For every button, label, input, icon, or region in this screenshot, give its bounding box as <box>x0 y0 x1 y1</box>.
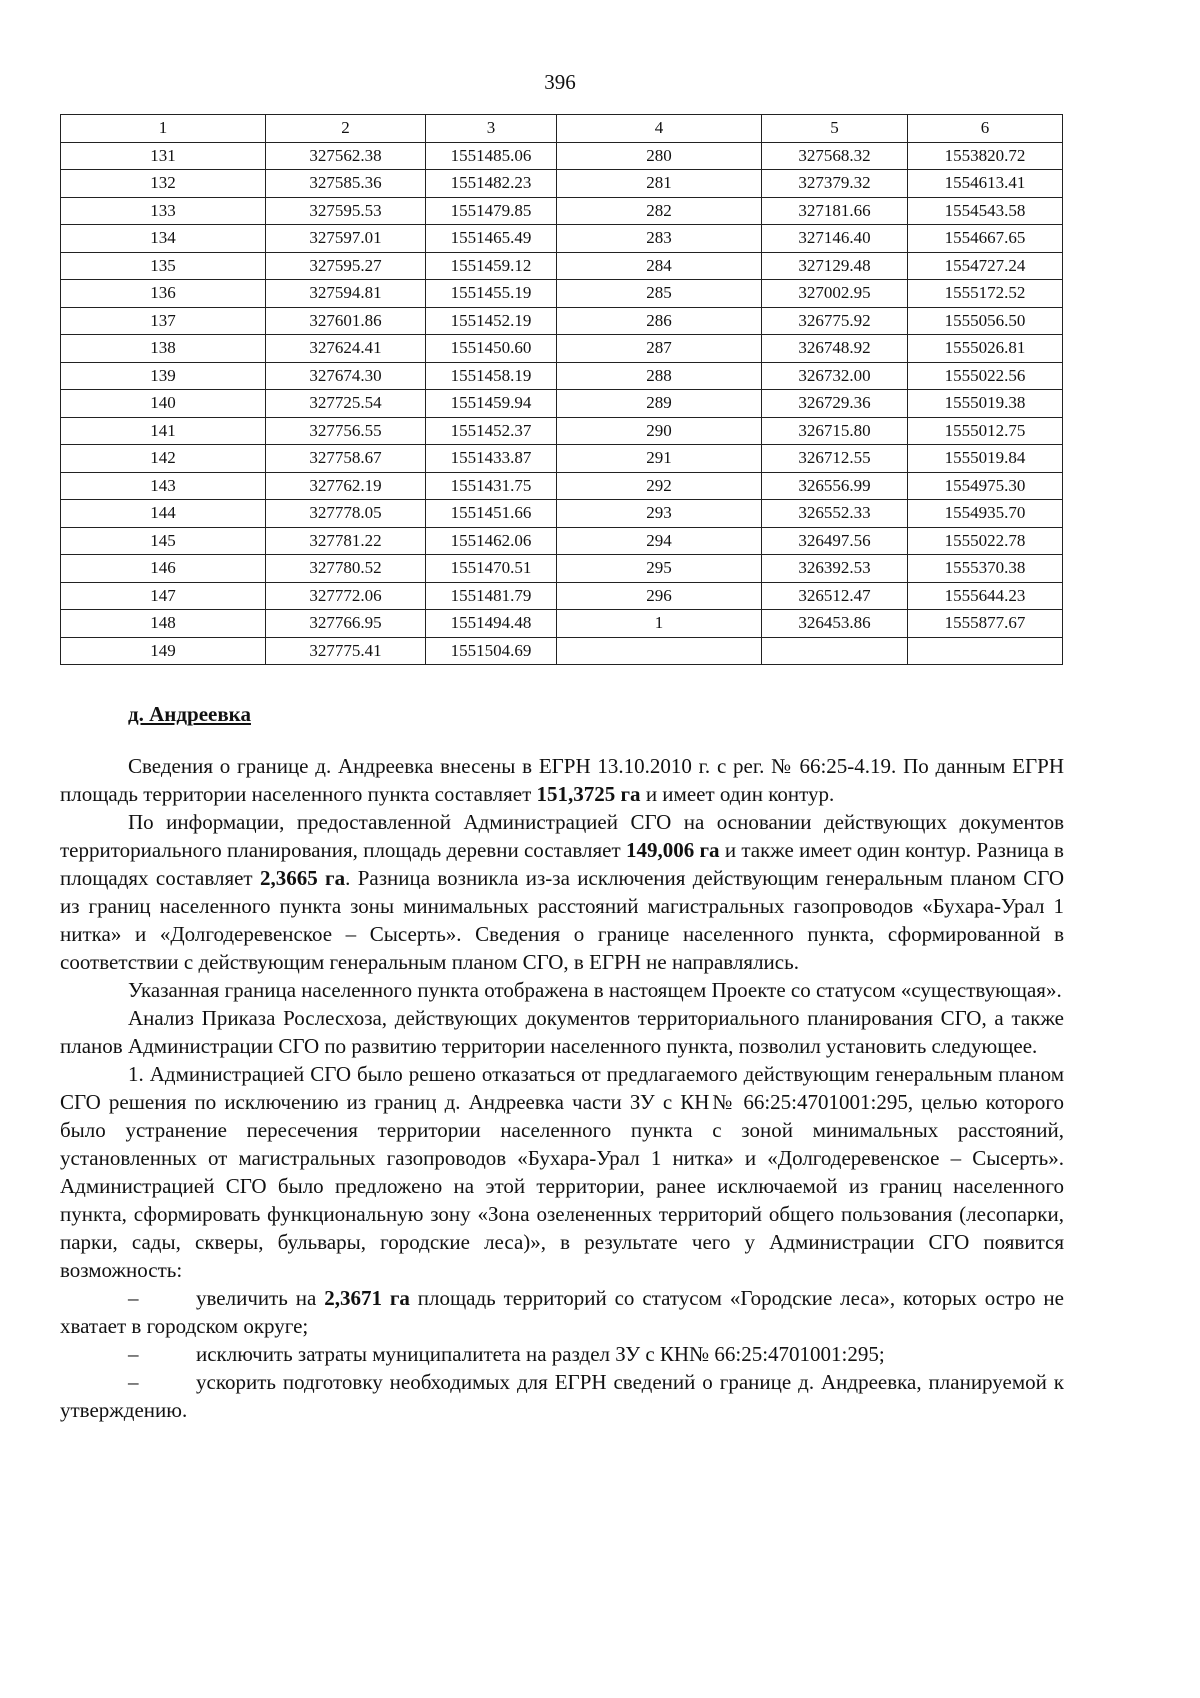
table-cell: 327585.36 <box>266 170 426 198</box>
table-cell: 131 <box>61 142 266 170</box>
table-row <box>61 417 1063 445</box>
table-row <box>61 610 1063 638</box>
paragraph-analysis: Анализ Приказа Рослесхоза, действующих документов территориального планирования СГО, а также планов Администрации СГО по развитию территории населенного пункта, позволил установить следующее. <box>60 1006 1064 1058</box>
column-header: 4 <box>557 115 762 143</box>
table-cell: 1554975.30 <box>908 472 1063 500</box>
table-cell: 288 <box>557 362 762 390</box>
table-cell: 1551433.87 <box>426 445 557 473</box>
table-cell: 327766.95 <box>266 610 426 638</box>
table-cell: 1551462.06 <box>426 527 557 555</box>
table-cell: 1551455.19 <box>426 280 557 308</box>
table-cell: 1551481.79 <box>426 582 557 610</box>
list-item: – исключить затраты муниципалитета на раздел ЗУ с КН№ 66:25:4701001:295; <box>128 1342 885 1366</box>
table-cell: 133 <box>61 197 266 225</box>
table-cell: 146 <box>61 555 266 583</box>
table-cell: 327781.22 <box>266 527 426 555</box>
table-cell: 327002.95 <box>762 280 908 308</box>
column-header: 2 <box>266 115 426 143</box>
table-row <box>61 637 1063 665</box>
table-cell: 1551465.49 <box>426 225 557 253</box>
table-cell: 1555022.78 <box>908 527 1063 555</box>
table-cell: 1555056.50 <box>908 307 1063 335</box>
column-header: 5 <box>762 115 908 143</box>
paragraph-decision: 1. Администрацией СГО было решено отказаться от предлагаемого действующим генеральным планом СГО решения по исключению из границ д. Андреевка части ЗУ с КН№ 66:25:4701001:295, целью которого было устранение пересечения территории населенного пункта с зоной минимальных расстояний, установленных от магистральных газопроводов «Бухара-Урал 1 нитка» и «Долгодеревенское – Сысерть». Администрацией СГО было предложено на этой территории, ранее исключаемой из границ населенного пункта, сформировать функциональную зону «Зона озелененных территорий общего пользования (лесопарки, парки, сады, скверы, бульвары, городские леса)», в результате чего у Администрации СГО появится возможность: <box>60 1062 1064 1282</box>
table-cell <box>557 637 762 665</box>
table-row <box>61 527 1063 555</box>
table-cell: 142 <box>61 445 266 473</box>
table-cell: 1551452.37 <box>426 417 557 445</box>
table-cell: 1551479.85 <box>426 197 557 225</box>
coordinates-table <box>60 114 1063 665</box>
table-cell: 327595.53 <box>266 197 426 225</box>
table-cell: 326497.56 <box>762 527 908 555</box>
table-cell: 1551458.19 <box>426 362 557 390</box>
table-row <box>61 390 1063 418</box>
column-header: 1 <box>61 115 266 143</box>
paragraph-egrn-info: Сведения о границе д. Андреевка внесены в ЕГРН 13.10.2010 г. с рег. № 66:25-4.19. По данным ЕГРН площадь территории населенного пункта составляет 151,3725 га и имеет один контур. <box>60 754 1064 806</box>
table-row <box>61 280 1063 308</box>
table-cell: 290 <box>557 417 762 445</box>
table-cell: 327595.27 <box>266 252 426 280</box>
table-cell: 327181.66 <box>762 197 908 225</box>
table-cell: 327597.01 <box>266 225 426 253</box>
table-cell: 327778.05 <box>266 500 426 528</box>
table-cell: 1555370.38 <box>908 555 1063 583</box>
table-cell: 1555012.75 <box>908 417 1063 445</box>
table-cell: 327762.19 <box>266 472 426 500</box>
table-cell: 1551494.48 <box>426 610 557 638</box>
table-cell: 141 <box>61 417 266 445</box>
table-cell: 326512.47 <box>762 582 908 610</box>
table-cell: 136 <box>61 280 266 308</box>
table-cell: 1555026.81 <box>908 335 1063 363</box>
table-row <box>61 335 1063 363</box>
table-row <box>61 307 1063 335</box>
table-cell: 283 <box>557 225 762 253</box>
table-cell: 291 <box>557 445 762 473</box>
paragraph-administration-info: По информации, предоставленной Администрацией СГО на основании действующих документов территориального планирования, площадь деревни составляет 149,006 га и также имеет один контур. Разница в площадях составляет 2,3665 га. Разница возникла из-за исключения действующим генеральным планом СГО из границ населенного пункта зоны минимальных расстояний магистральных газопроводов «Бухара-Урал 1 нитка» и «Долгодеревенское – Сысерть». Сведения о границе населенного пункта, сформированной в соответствии с действующим генеральным планом СГО, в ЕГРН не направлялись. <box>60 810 1064 974</box>
table-cell: 139 <box>61 362 266 390</box>
table-cell: 326775.92 <box>762 307 908 335</box>
table-cell: 327725.54 <box>266 390 426 418</box>
table-cell: 137 <box>61 307 266 335</box>
table-cell: 1551451.66 <box>426 500 557 528</box>
table-row <box>61 472 1063 500</box>
column-header: 3 <box>426 115 557 143</box>
list-item: – увеличить на 2,3671 га площадь территорий со статусом «Городские леса», которых остро не хватает в городском округе; <box>60 1286 1064 1338</box>
table-cell: 293 <box>557 500 762 528</box>
table-cell: 327624.41 <box>266 335 426 363</box>
table-cell: 134 <box>61 225 266 253</box>
table-cell: 327601.86 <box>266 307 426 335</box>
list-item: – ускорить подготовку необходимых для ЕГРН сведений о границе д. Андреевка, планируемой к утверждению. <box>60 1370 1064 1422</box>
table-cell: 132 <box>61 170 266 198</box>
table-row <box>61 197 1063 225</box>
document-body <box>60 700 1064 1424</box>
table-cell: 138 <box>61 335 266 363</box>
table-cell: 327562.38 <box>266 142 426 170</box>
table-body <box>61 142 1063 665</box>
table-cell: 326748.92 <box>762 335 908 363</box>
table-cell: 285 <box>557 280 762 308</box>
table-cell: 327674.30 <box>266 362 426 390</box>
table-cell: 1551431.75 <box>426 472 557 500</box>
table-cell: 326732.00 <box>762 362 908 390</box>
table-cell: 327379.32 <box>762 170 908 198</box>
table-row <box>61 170 1063 198</box>
table-cell: 1554613.41 <box>908 170 1063 198</box>
table-cell: 326715.80 <box>762 417 908 445</box>
table-row <box>61 582 1063 610</box>
table-cell: 287 <box>557 335 762 363</box>
table-cell: 326453.86 <box>762 610 908 638</box>
table-cell: 284 <box>557 252 762 280</box>
table-cell: 1551504.69 <box>426 637 557 665</box>
table-cell: 280 <box>557 142 762 170</box>
table-cell: 1551470.51 <box>426 555 557 583</box>
table-cell: 282 <box>557 197 762 225</box>
table-row <box>61 142 1063 170</box>
table-cell: 1555019.84 <box>908 445 1063 473</box>
table-cell: 1551482.23 <box>426 170 557 198</box>
table-cell: 1554667.65 <box>908 225 1063 253</box>
table-header-row <box>61 115 1063 143</box>
table-row <box>61 252 1063 280</box>
table-cell: 326729.36 <box>762 390 908 418</box>
table-cell: 326712.55 <box>762 445 908 473</box>
table-cell: 326556.99 <box>762 472 908 500</box>
table-cell: 327775.41 <box>266 637 426 665</box>
table-cell: 1551459.12 <box>426 252 557 280</box>
table-cell: 1555644.23 <box>908 582 1063 610</box>
table-cell <box>762 637 908 665</box>
section-heading: д. Андреевка <box>128 702 251 726</box>
table-cell: 1555019.38 <box>908 390 1063 418</box>
table-cell: 149 <box>61 637 266 665</box>
table-cell: 1555022.56 <box>908 362 1063 390</box>
table-cell: 289 <box>557 390 762 418</box>
table-cell: 1555877.67 <box>908 610 1063 638</box>
table-cell: 1555172.52 <box>908 280 1063 308</box>
table-cell: 145 <box>61 527 266 555</box>
table-cell: 295 <box>557 555 762 583</box>
table-cell: 292 <box>557 472 762 500</box>
table-cell: 327772.06 <box>266 582 426 610</box>
table-row <box>61 500 1063 528</box>
table-cell: 144 <box>61 500 266 528</box>
table-cell: 1 <box>557 610 762 638</box>
table-cell: 1553820.72 <box>908 142 1063 170</box>
table-cell: 135 <box>61 252 266 280</box>
table-cell: 327780.52 <box>266 555 426 583</box>
table-cell: 327756.55 <box>266 417 426 445</box>
table-cell: 296 <box>557 582 762 610</box>
table-cell: 140 <box>61 390 266 418</box>
table-row <box>61 362 1063 390</box>
table-cell: 326552.33 <box>762 500 908 528</box>
table-cell: 147 <box>61 582 266 610</box>
table-cell: 1554935.70 <box>908 500 1063 528</box>
table-cell: 327568.32 <box>762 142 908 170</box>
table-cell: 294 <box>557 527 762 555</box>
table-cell: 1551452.19 <box>426 307 557 335</box>
page-number: 396 <box>544 70 576 94</box>
table-cell: 326392.53 <box>762 555 908 583</box>
table-cell: 143 <box>61 472 266 500</box>
table-cell: 327146.40 <box>762 225 908 253</box>
table-cell: 327129.48 <box>762 252 908 280</box>
table-cell: 1551459.94 <box>426 390 557 418</box>
column-header: 6 <box>908 115 1063 143</box>
table-row <box>61 225 1063 253</box>
paragraph-boundary-status: Указанная граница населенного пункта отображена в настоящем Проекте со статусом «существующая». <box>128 978 1062 1002</box>
table-cell: 286 <box>557 307 762 335</box>
table-cell: 327758.67 <box>266 445 426 473</box>
table-row <box>61 555 1063 583</box>
table-cell: 1551450.60 <box>426 335 557 363</box>
table-row <box>61 445 1063 473</box>
table-cell: 281 <box>557 170 762 198</box>
table-cell: 1554727.24 <box>908 252 1063 280</box>
table-cell: 327594.81 <box>266 280 426 308</box>
table-cell: 148 <box>61 610 266 638</box>
table-cell: 1551485.06 <box>426 142 557 170</box>
table-cell: 1554543.58 <box>908 197 1063 225</box>
table-cell <box>908 637 1063 665</box>
